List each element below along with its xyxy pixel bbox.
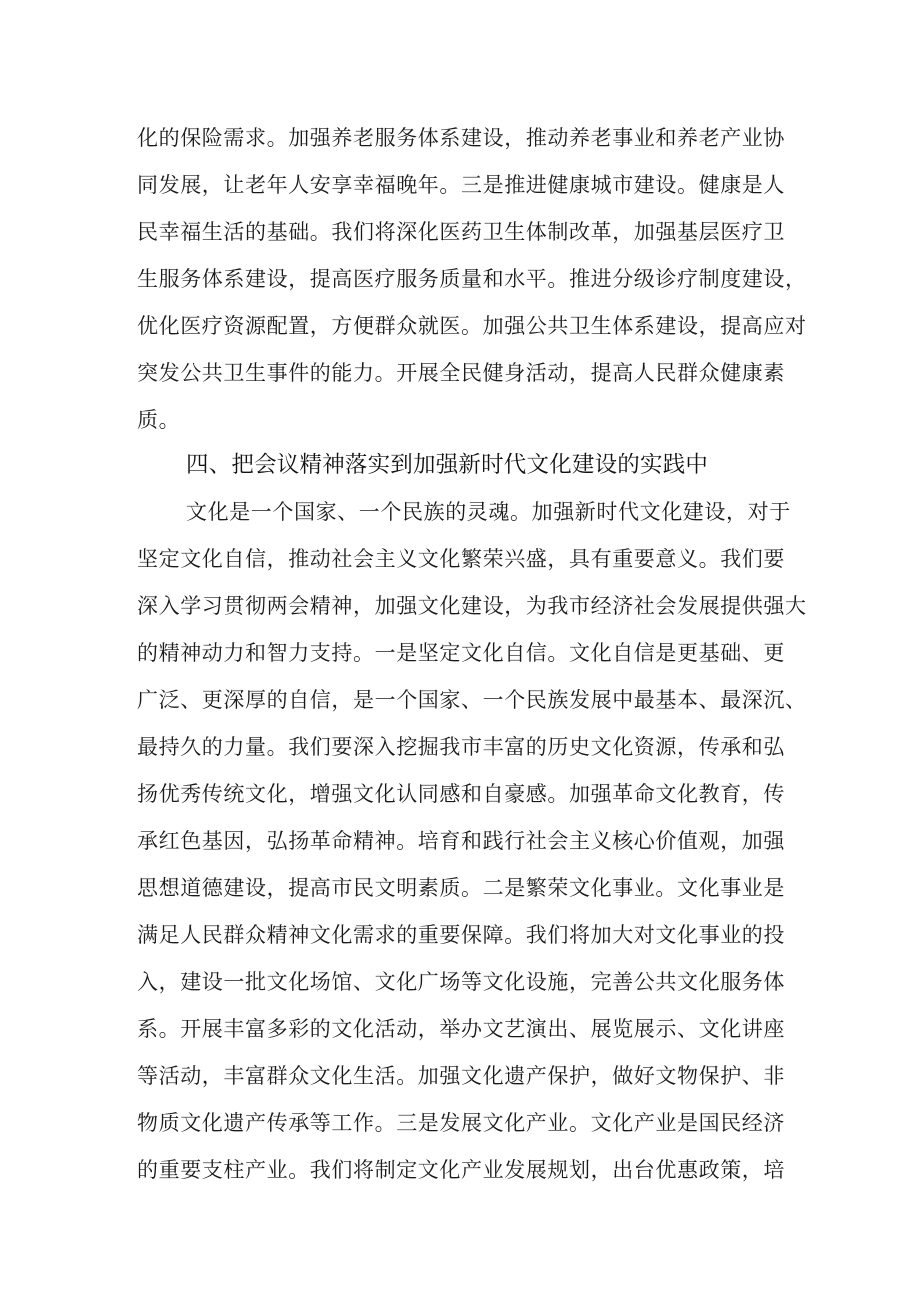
paragraph-1-line: 生服务体系建设，提高医疗服务质量和水平。推进分级诊疗制度建设，: [137, 267, 807, 291]
paragraph-1-line: 质。: [137, 408, 181, 432]
paragraph-2-line: 入，建设一批文化场馆、文化广场等文化设施，完善公共文化服务体: [137, 970, 785, 994]
paragraph-2-line: 扬优秀传统文化，增强文化认同感和自豪感。加强革命文化教育，传: [137, 782, 785, 806]
paragraph-2-line: 系。开展丰富多彩的文化活动，举办文艺演出、展览展示、文化讲座: [137, 1017, 785, 1041]
paragraph-1-line: 化的保险需求。加强养老服务体系建设，推动养老事业和养老产业协: [137, 126, 785, 150]
paragraph-2-line: 广泛、更深厚的自信，是一个国家、一个民族发展中最基本、最深沉、: [137, 688, 807, 712]
section-heading: 四、把会议精神落实到加强新时代文化建设的实践中: [186, 452, 709, 478]
paragraph-2-line: 的重要支柱产业。我们将制定文化产业发展规划，出台优惠政策，培: [137, 1158, 785, 1182]
paragraph-2-line: 承红色基因，弘扬革命精神。培育和践行社会主义核心价值观，加强: [137, 829, 785, 853]
paragraph-2-line: 文化是一个国家、一个民族的灵魂。加强新时代文化建设，对于: [186, 500, 791, 524]
paragraph-2-line: 坚定文化自信，推动社会主义文化繁荣兴盛，具有重要意义。我们要: [137, 547, 785, 571]
paragraph-1-line: 同发展，让老年人安享幸福晚年。三是推进健康城市建设。健康是人: [137, 173, 785, 197]
paragraph-1-line: 突发公共卫生事件的能力。开展全民健身活动，提高人民群众健康素: [137, 361, 785, 385]
paragraph-2-line: 深入学习贯彻两会精神，加强文化建设，为我市经济社会发展提供强大: [137, 594, 807, 618]
paragraph-1-line: 优化医疗资源配置，方便群众就医。加强公共卫生体系建设，提高应对: [137, 314, 807, 338]
paragraph-1-line: 民幸福生活的基础。我们将深化医药卫生体制改革，加强基层医疗卫: [137, 220, 785, 244]
paragraph-2-line: 的精神动力和智力支持。一是坚定文化自信。文化自信是更基础、更: [137, 641, 785, 665]
paragraph-2-line: 思想道德建设，提高市民文明素质。二是繁荣文化事业。文化事业是: [137, 876, 785, 900]
paragraph-2-line: 等活动，丰富群众文化生活。加强文化遗产保护，做好文物保护、非: [137, 1064, 785, 1088]
paragraph-2-line: 满足人民群众精神文化需求的重要保障。我们将加大对文化事业的投: [137, 923, 785, 947]
paragraph-2-line: 最持久的力量。我们要深入挖掘我市丰富的历史文化资源，传承和弘: [137, 735, 785, 759]
paragraph-2-line: 物质文化遗产传承等工作。三是发展文化产业。文化产业是国民经济: [137, 1111, 785, 1135]
